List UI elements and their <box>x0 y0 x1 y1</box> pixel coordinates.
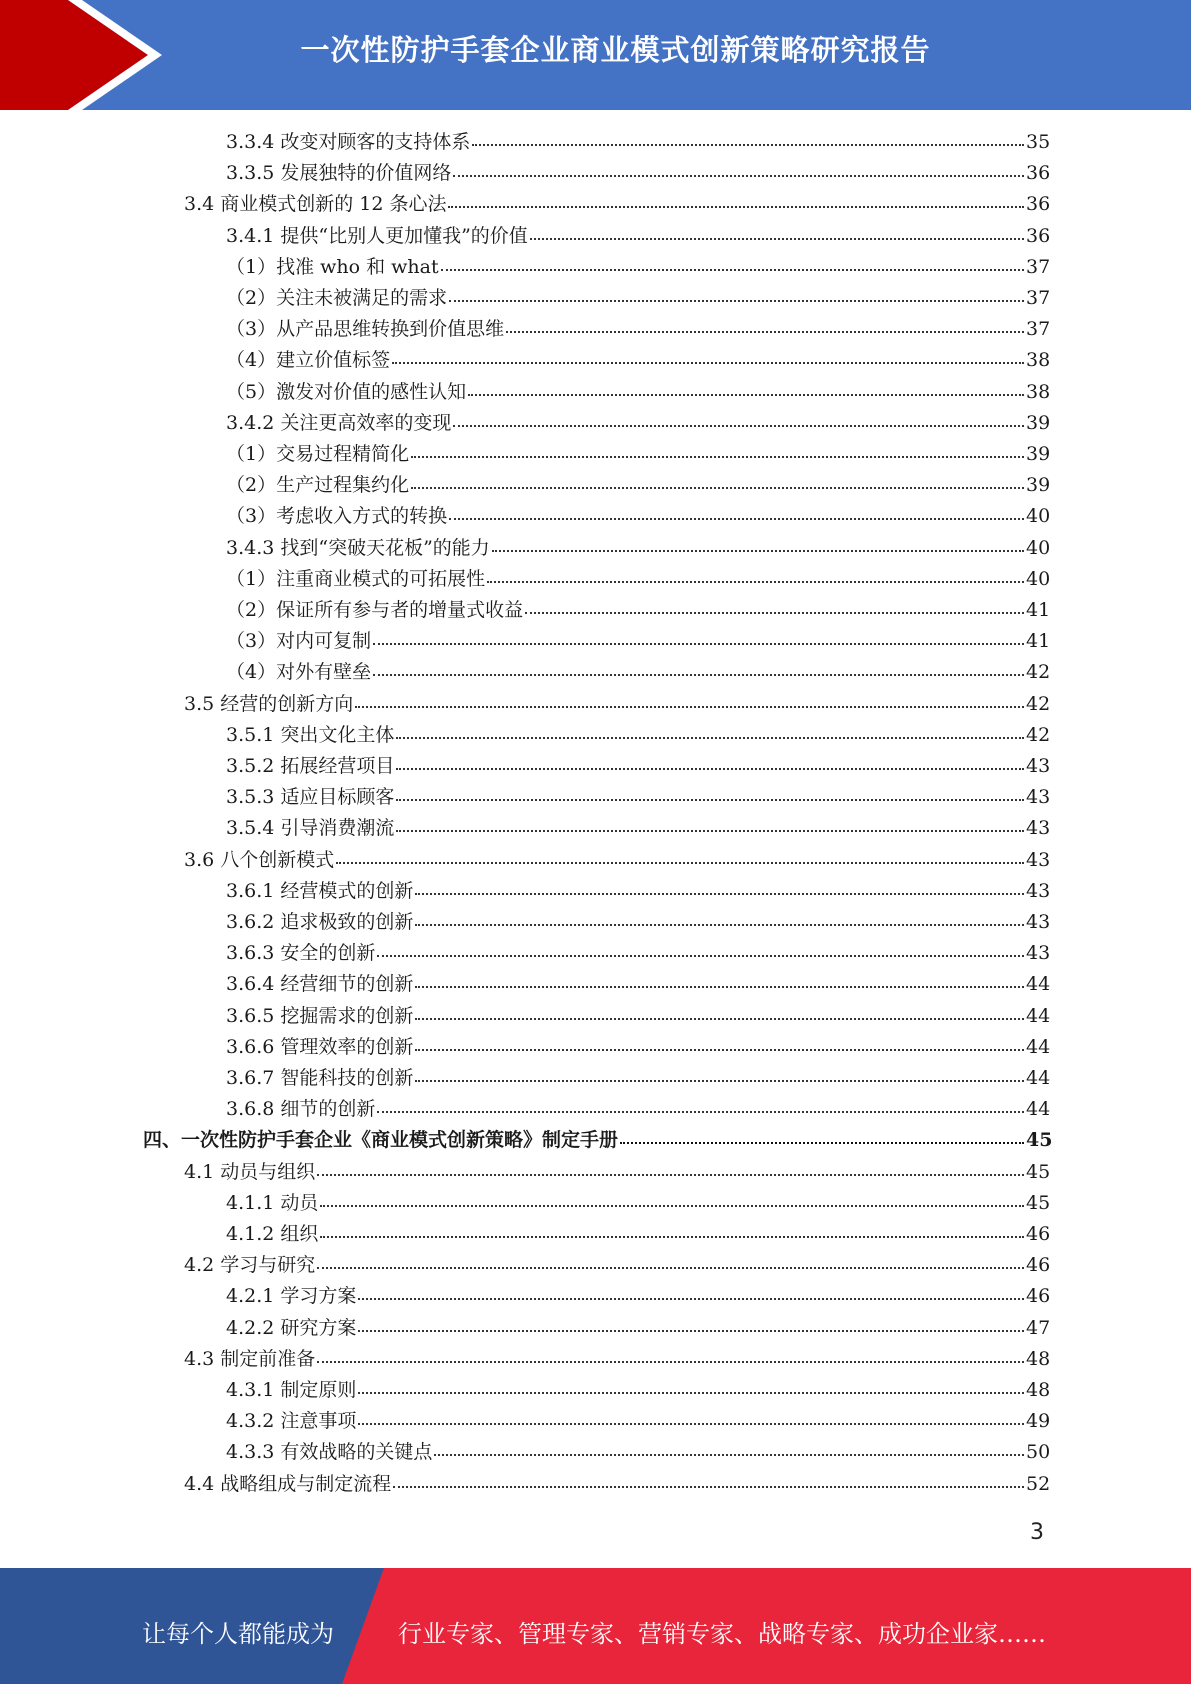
toc-entry-title: 交易过程精简化 <box>276 443 410 465</box>
toc-dot-leader <box>415 892 1024 895</box>
toc-entry[interactable] <box>226 127 1051 158</box>
toc-entry-number: 4.3.2 <box>226 1410 275 1433</box>
toc-entry-number: 4.4 <box>184 1472 215 1495</box>
toc-entry-title: 注意事项 <box>280 1410 357 1433</box>
toc-dot-leader <box>377 954 1024 957</box>
toc-entry-title: 研究方案 <box>280 1316 357 1339</box>
toc-entry[interactable] <box>226 564 1051 595</box>
toc-dot-leader <box>434 1453 1024 1456</box>
toc-entry-number: （3） <box>226 505 277 528</box>
toc-entry-page: 43 <box>1026 755 1051 777</box>
toc-entry-page: 46 <box>1026 1254 1051 1277</box>
toc-entry-title: 发展独特的价值网络 <box>280 162 452 185</box>
toc-entry-title: 考虑收入方式的转换 <box>276 505 448 528</box>
toc-entry-page: 37 <box>1026 255 1051 278</box>
toc-entry-number: （1） <box>226 443 277 465</box>
toc-entry-page: 48 <box>1026 1347 1051 1370</box>
toc-entry-page: 44 <box>1026 1067 1051 1089</box>
toc-dot-leader <box>396 798 1024 801</box>
toc-entry-page: 44 <box>1026 1098 1051 1121</box>
toc-entry-page: 36 <box>1026 162 1051 185</box>
toc-dot-leader <box>468 393 1024 396</box>
toc-entry-title: 学习方案 <box>280 1285 357 1308</box>
toc-dot-leader <box>453 424 1024 427</box>
toc-dot-leader <box>355 705 1024 708</box>
toc-dot-leader <box>449 517 1024 520</box>
toc-entry-title: 动员 <box>280 1191 319 1214</box>
toc-dot-leader <box>396 767 1024 770</box>
toc-entry-number: 4.1.2 <box>226 1223 275 1245</box>
toc-entry-title: 引导消费潮流 <box>280 817 395 840</box>
toc-entry-page: 45 <box>1026 1160 1051 1183</box>
page-number: 3 <box>1030 1520 1044 1545</box>
toc-entry-number: 3.3.5 <box>226 162 275 185</box>
toc-entry-page: 43 <box>1026 848 1051 871</box>
toc-dot-leader <box>448 205 1024 208</box>
toc-entry-title: 保证所有参与者的增量式收益 <box>276 599 524 621</box>
toc-entry[interactable] <box>184 845 1051 876</box>
toc-entry[interactable] <box>226 1094 1051 1125</box>
toc-entry-page: 43 <box>1026 817 1051 840</box>
toc-entry-title: 提供“比别人更加懂我”的价值 <box>280 224 528 247</box>
toc-entry-number: （3） <box>226 318 277 341</box>
toc-entry[interactable] <box>226 813 1051 844</box>
toc-dot-leader <box>317 1360 1024 1363</box>
toc-entry-number: 3.6.5 <box>226 1004 275 1027</box>
toc-entry-page: 46 <box>1026 1285 1051 1308</box>
toc-entry-number: 3.6.1 <box>226 879 275 902</box>
toc-entry-title: 商业模式创新的 12 条心法 <box>220 193 447 216</box>
toc-entry-page: 44 <box>1026 973 1051 996</box>
toc-entry-title: 关注更高效率的变现 <box>280 411 452 434</box>
toc-entry-page: 45 <box>1026 1191 1051 1214</box>
toc-entry-number: （1） <box>226 567 277 590</box>
toc-dot-leader <box>415 1017 1024 1020</box>
toc-entry-title: 细节的创新 <box>280 1098 376 1121</box>
toc-dot-leader <box>358 1297 1024 1300</box>
toc-entry-page: 43 <box>1026 942 1051 965</box>
toc-entry-page: 42 <box>1026 692 1051 715</box>
toc-entry[interactable] <box>184 1344 1051 1375</box>
toc-entry-title: 组织 <box>280 1223 319 1245</box>
toc-dot-leader <box>415 923 1024 926</box>
toc-entry-page: 50 <box>1026 1441 1051 1464</box>
toc-entry[interactable] <box>226 314 1051 345</box>
toc-entry-number: 3.6.6 <box>226 1035 275 1058</box>
toc-entry-title: 制定原则 <box>280 1379 357 1401</box>
toc-entry-title: 对外有壁垒 <box>276 661 372 684</box>
toc-entry[interactable] <box>226 1063 1051 1094</box>
toc-entry-title: 建立价值标签 <box>276 349 391 372</box>
toc-entry-page: 38 <box>1026 380 1051 403</box>
toc-entry[interactable] <box>226 439 1051 470</box>
toc-entry-title: 从产品思维转换到价值思维 <box>276 318 505 341</box>
toc-dot-leader <box>415 1048 1024 1051</box>
toc-entry-number: 3.6.2 <box>226 911 275 933</box>
header-banner <box>0 0 1191 110</box>
toc-entry-title: 有效战略的关键点 <box>280 1441 433 1464</box>
toc-entry[interactable] <box>226 221 1051 252</box>
toc-dot-leader <box>393 1485 1024 1488</box>
toc-entry[interactable] <box>226 1375 1051 1406</box>
toc-entry[interactable] <box>226 501 1051 532</box>
toc-entry-title: 拓展经营项目 <box>280 755 395 777</box>
toc-entry[interactable] <box>184 189 1051 220</box>
toc-entry-title: 找到“突破天花板”的能力 <box>280 536 490 559</box>
toc-entry-page: 37 <box>1026 287 1051 309</box>
toc-entry-title: 智能科技的创新 <box>280 1067 414 1089</box>
toc-entry-page: 48 <box>1026 1379 1051 1401</box>
toc-entry[interactable] <box>226 657 1051 688</box>
toc-entry-number: 3.5.1 <box>226 723 275 746</box>
toc-dot-leader <box>320 1204 1024 1207</box>
toc-entry-page: 36 <box>1026 224 1051 247</box>
toc-entry-number: （4） <box>226 349 277 372</box>
toc-entry-page: 42 <box>1026 661 1051 684</box>
toc-entry-title: 经营模式的创新 <box>280 879 414 902</box>
toc-entry-page: 44 <box>1026 1035 1051 1058</box>
toc-entry-number: （1） <box>226 255 277 278</box>
toc-entry-title: 制定前准备 <box>220 1347 316 1370</box>
toc-entry-page: 40 <box>1026 505 1051 528</box>
toc-entry-number: 3.6.4 <box>226 973 275 996</box>
toc-dot-leader <box>358 1391 1024 1394</box>
toc-entry-title: 动员与组织 <box>220 1160 316 1183</box>
toc-dot-leader <box>373 673 1024 676</box>
toc-entry[interactable] <box>226 158 1051 189</box>
toc-entry[interactable] <box>226 408 1051 439</box>
toc-entry-page: 42 <box>1026 723 1051 746</box>
toc-entry-page: 39 <box>1026 443 1051 465</box>
toc-entry-title: 管理效率的创新 <box>280 1035 414 1058</box>
footer-slogan-right: 行业专家、管理专家、营销专家、战略专家、成功企业家…… <box>398 1620 1046 1648</box>
toc-entry[interactable] <box>226 969 1051 1000</box>
toc-entry-page: 39 <box>1026 474 1051 497</box>
toc-entry[interactable] <box>226 533 1051 564</box>
toc-entry-number: 3.6.3 <box>226 942 275 965</box>
toc-entry-page: 37 <box>1026 318 1051 341</box>
toc-entry-title: 激发对价值的感性认知 <box>276 380 467 403</box>
toc-entry[interactable] <box>226 1001 1051 1032</box>
toc-dot-leader <box>396 829 1024 832</box>
toc-entry-page: 35 <box>1026 131 1051 153</box>
toc-entry[interactable] <box>184 689 1051 720</box>
toc-entry[interactable] <box>226 782 1051 813</box>
toc-entry-title: 挖掘需求的创新 <box>280 1004 414 1027</box>
toc-entry[interactable] <box>226 1437 1051 1468</box>
toc-entry-page: 40 <box>1026 567 1051 590</box>
toc-entry[interactable] <box>226 1406 1051 1437</box>
toc-entry-title: 生产过程集约化 <box>276 474 410 497</box>
toc-entry-title: 经营的创新方向 <box>220 692 354 715</box>
footer-slogan-left: 让每个人都能成为 <box>142 1620 334 1648</box>
toc-entry-number: （2） <box>226 474 277 497</box>
toc-dot-leader <box>449 299 1024 302</box>
toc-entry-page: 38 <box>1026 349 1051 372</box>
toc-entry-title: 战略组成与制定流程 <box>220 1472 392 1495</box>
toc-entry[interactable] <box>226 1281 1051 1312</box>
toc-dot-leader <box>317 1173 1024 1176</box>
toc-dot-leader <box>472 143 1024 146</box>
toc-entry-page: 40 <box>1026 536 1051 559</box>
toc-entry[interactable] <box>226 720 1051 751</box>
toc-dot-leader <box>411 486 1024 489</box>
toc-entry[interactable] <box>143 1125 1053 1156</box>
toc-entry-page: 36 <box>1026 193 1051 216</box>
toc-entry-page: 45 <box>1026 1129 1053 1152</box>
toc-entry-number: 3.5 <box>184 692 215 715</box>
toc-dot-leader <box>506 330 1024 333</box>
toc-entry-number: 3.6 <box>184 848 215 871</box>
toc-entry-number: 4.2.1 <box>226 1285 275 1308</box>
toc-entry-number: （2） <box>226 599 277 621</box>
toc-entry-page: 44 <box>1026 1004 1051 1027</box>
toc-entry[interactable] <box>226 377 1051 408</box>
toc-entry-number: （2） <box>226 287 277 309</box>
toc-entry[interactable] <box>184 1250 1051 1281</box>
toc-dot-leader <box>415 1079 1024 1082</box>
toc-entry-number: 4.2.2 <box>226 1316 275 1339</box>
toc-entry-page: 39 <box>1026 411 1051 434</box>
toc-entry[interactable] <box>226 626 1051 657</box>
toc-dot-leader <box>358 1329 1024 1332</box>
toc-entry-page: 46 <box>1026 1223 1051 1245</box>
toc-entry-number: 四、 <box>143 1129 182 1152</box>
toc-entry[interactable] <box>226 1313 1051 1344</box>
toc-dot-leader <box>411 455 1024 458</box>
toc-dot-leader <box>453 174 1024 177</box>
toc-entry-title: 关注未被满足的需求 <box>276 287 448 309</box>
toc-entry-number: 3.4.3 <box>226 536 275 559</box>
toc-entry-number: 4.1 <box>184 1160 215 1183</box>
toc-entry-number: 3.4.1 <box>226 224 275 247</box>
toc-entry[interactable] <box>226 1188 1051 1219</box>
toc-entry-title: 改变对顾客的支持体系 <box>280 131 471 153</box>
toc-entry-page: 41 <box>1026 630 1051 653</box>
toc-entry-number: 4.1.1 <box>226 1191 275 1214</box>
toc-entry[interactable] <box>184 1469 1051 1500</box>
toc-dot-leader <box>317 1266 1024 1269</box>
toc-entry-page: 43 <box>1026 786 1051 809</box>
toc-entry-page: 43 <box>1026 879 1051 902</box>
toc-entry[interactable] <box>226 252 1051 283</box>
toc-dot-leader <box>336 861 1024 864</box>
toc-dot-leader <box>492 549 1024 552</box>
toc-entry-number: （4） <box>226 661 277 684</box>
toc-entry-title: 追求极致的创新 <box>280 911 414 933</box>
toc-dot-leader <box>487 580 1024 583</box>
toc-entry[interactable] <box>226 751 1051 782</box>
toc-entry[interactable] <box>226 283 1051 314</box>
toc-entry-title: 安全的创新 <box>280 942 376 965</box>
toc-dot-leader <box>373 642 1024 645</box>
toc-entry-number: 3.6.7 <box>226 1067 275 1089</box>
toc-entry[interactable] <box>226 470 1051 501</box>
toc-entry-number: 3.4.2 <box>226 411 275 434</box>
toc-dot-leader <box>320 1235 1024 1238</box>
toc-entry-title: 注重商业模式的可拓展性 <box>276 567 486 590</box>
toc-entry[interactable] <box>226 595 1051 626</box>
toc-entry[interactable] <box>226 938 1051 969</box>
toc-entry-page: 49 <box>1026 1410 1051 1433</box>
toc-dot-leader <box>441 268 1024 271</box>
toc-entry-page: 47 <box>1026 1316 1051 1339</box>
toc-dot-leader <box>377 1110 1024 1113</box>
report-title: 一次性防护手套企业商业模式创新策略研究报告 <box>300 33 931 67</box>
toc-entry[interactable] <box>226 907 1051 938</box>
toc-entry-title: 一次性防护手套企业《商业模式创新策略》制定手册 <box>181 1129 619 1152</box>
toc-entry[interactable] <box>226 1219 1051 1250</box>
toc-entry-title: 八个创新模式 <box>220 848 335 871</box>
toc-entry[interactable] <box>226 1032 1051 1063</box>
toc-dot-leader <box>396 736 1024 739</box>
toc-entry[interactable] <box>226 345 1051 376</box>
toc-dot-leader <box>620 1141 1024 1144</box>
toc-entry-number: 4.3.3 <box>226 1441 275 1464</box>
toc-entry-title: 对内可复制 <box>276 630 372 653</box>
toc-entry-number: 4.2 <box>184 1254 215 1277</box>
toc-entry-title: 找准 who 和 what <box>276 255 439 278</box>
toc-entry-number: 3.5.4 <box>226 817 275 840</box>
toc-entry-title: 突出文化主体 <box>280 723 395 746</box>
toc-dot-leader <box>358 1422 1024 1425</box>
toc-entry-title: 经营细节的创新 <box>280 973 414 996</box>
toc-dot-leader <box>525 611 1024 614</box>
toc-entry-page: 52 <box>1026 1472 1051 1495</box>
toc-entry-page: 43 <box>1026 911 1051 933</box>
toc-entry-number: 3.5.3 <box>226 786 275 809</box>
toc-entry-page: 41 <box>1026 599 1051 621</box>
toc-dot-leader <box>530 237 1024 240</box>
toc-entry-number: 3.4 <box>184 193 215 216</box>
toc-entry-number: （3） <box>226 630 277 653</box>
toc-entry-number: 3.6.8 <box>226 1098 275 1121</box>
toc-entry-number: 3.5.2 <box>226 755 275 777</box>
toc-dot-leader <box>415 985 1024 988</box>
toc-entry[interactable] <box>226 876 1051 907</box>
toc-entry-number: （5） <box>226 380 277 403</box>
toc-entry[interactable] <box>184 1157 1051 1188</box>
toc-entry-number: 4.3.1 <box>226 1379 275 1401</box>
toc-entry-title: 学习与研究 <box>220 1254 316 1277</box>
toc-dot-leader <box>392 361 1024 364</box>
toc-entry-number: 4.3 <box>184 1347 215 1370</box>
toc-entry-number: 3.3.4 <box>226 131 275 153</box>
toc-entry-title: 适应目标顾客 <box>280 786 395 809</box>
